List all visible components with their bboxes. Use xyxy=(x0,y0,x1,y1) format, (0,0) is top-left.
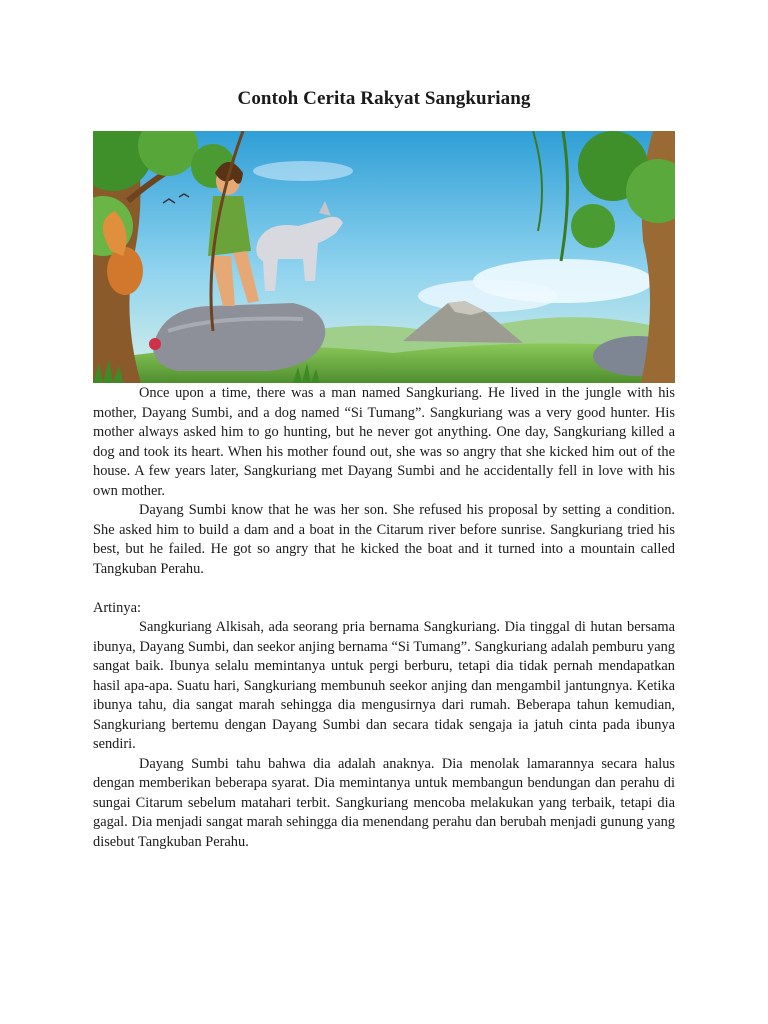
translation-paragraph-1: Sangkuriang Alkisah, ada seorang pria bernama Sangkuriang. Dia tinggal di hutan bersama ibunya, Dayang Sumbi, dan seekor anjing bernama “Si Tumang”. Sangkuriang adalah pemburu yang sangat baik. Ibunya selalu memintanya untuk pergi berburu, tetapi dia tidak pernah mendapatkan hasil apa-apa. Suatu hari, Sangkuriang membunuh seekor anjing dan mengambil jantungnya. Ketika ibunya tahu, dia sangat marah sehingga dia mengusirnya dari rumah. Beberapa tahun kemudian, Sangkuriang bertemu dengan Dayang Sumbi dan secara tidak sengaja ia jatuh cinta pada ibunya sendiri. xyxy=(93,619,675,752)
squirrel xyxy=(107,247,143,295)
translation-paragraph-2: Dayang Sumbi tahu bahwa dia adalah anaknya. Dia menolak lamarannya secara halus dengan memberikan beberapa syarat. Dia memintanya untuk membangun bendungan dan perahu di sungai Citarum sebelum matahari terbit. Sangkuriang mencoba melakukan yang terbaik, tetapi dia gagal. Dia menjadi sangat marah sehingga dia menendang perahu dan berubah menjadi gunung yang disebut Tangkuban Perahu. xyxy=(93,755,675,850)
story-illustration xyxy=(93,131,675,383)
english-paragraph-1: Once upon a time, there was a man named Sangkuriang. He lived in the jungle with his mother, Dayang Sumbi, and a dog named “Si Tumang”. Sangkuriang was a very good hunter. His mother always asked him to go hunting, but he never got anything. One day, Sangkuriang killed a dog and took its heart. When his mother found out, she was so angry that she kicked him out of the house. A few years later, Sangkuriang met Dayang Sumbi and he accidentally fell in love with his own mother. xyxy=(93,385,675,499)
paragraph-spacer xyxy=(93,579,675,599)
cloud xyxy=(253,161,353,181)
foliage xyxy=(571,204,615,248)
illustration-icon xyxy=(93,131,675,383)
english-paragraph-2: Dayang Sumbi know that he was her son. She refused his proposal by setting a condition. She asked him to build a dam and a boat in the Citarum river before sunrise. Sangkuriang tried his best, but he failed. He got so angry that he kicked the boat and it turned into a mountain called Tangkuban Perahu. xyxy=(93,502,675,577)
mushroom xyxy=(149,338,161,350)
cloud xyxy=(418,280,558,312)
page-title: Contoh Cerita Rakyat Sangkuriang xyxy=(237,88,531,109)
story-text xyxy=(93,384,675,852)
translation-label: Artinya: xyxy=(93,599,141,616)
central-rock xyxy=(153,303,325,371)
